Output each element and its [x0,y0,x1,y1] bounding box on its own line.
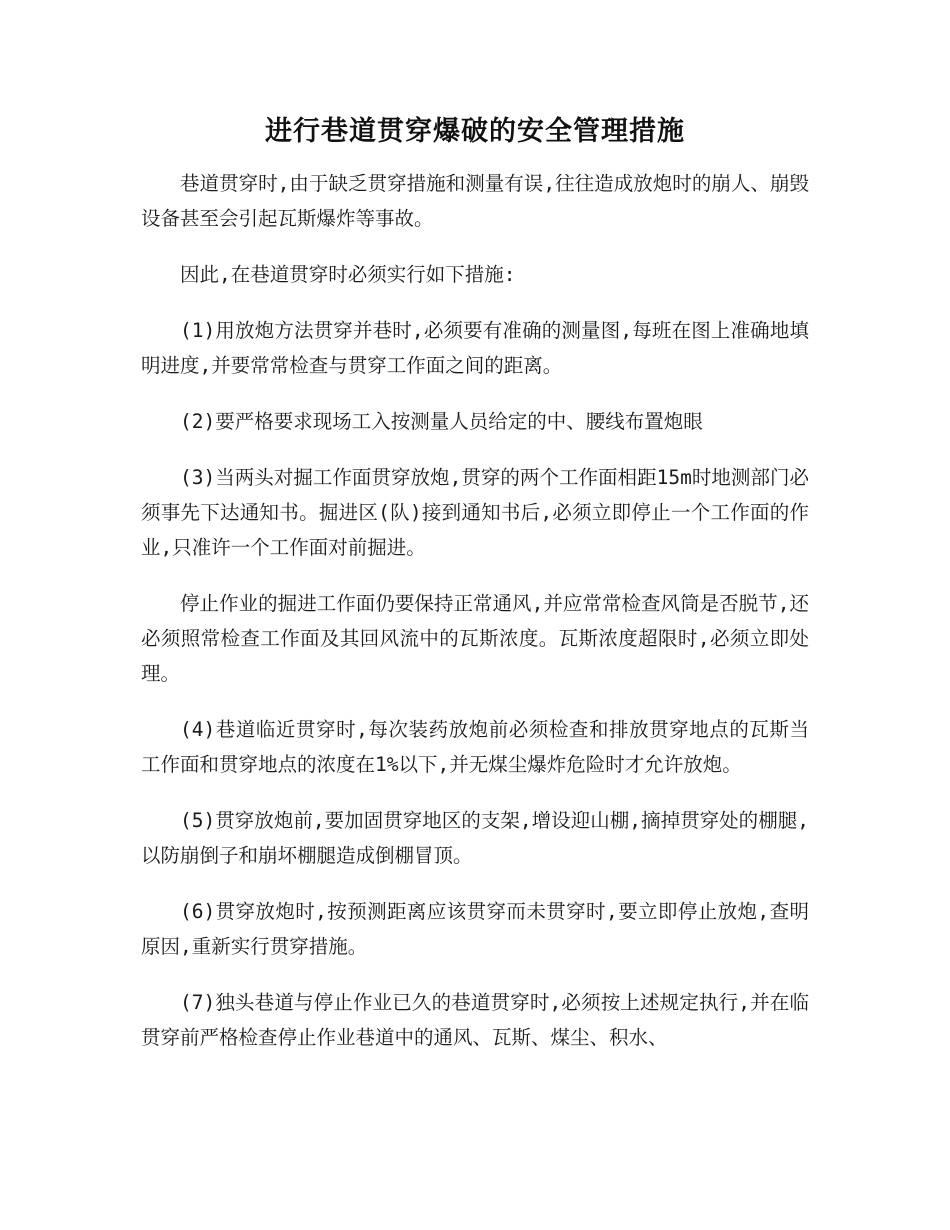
paragraph-measure-7: (7)独头巷道与停止作业已久的巷道贯穿时,必须按上述规定执行,并在临贯穿前严格检查停止作业巷道中的通风、瓦斯、煤尘、积水、 [141,991,809,1049]
document-body [141,166,809,1076]
paragraph-measure-5: (5)贯穿放炮前,要加固贯穿地区的支架,增设迎山棚,摘掉贯穿处的棚腿,以防崩倒子和崩坏棚腿造成倒棚冒顶。 [141,809,809,867]
paragraph-ventilation: 停止作业的掘进工作面仍要保持正常通风,并应常常检查风筒是否脱节,还必须照常检查工作面及其回风流中的瓦斯浓度。瓦斯浓度超限时,必须立即处理。 [141,592,809,685]
paragraph-intro: 巷道贯穿时,由于缺乏贯穿措施和测量有误,往往造成放炮时的崩人、崩毁设备甚至会引起瓦斯爆炸等事故。 [141,172,809,230]
paragraph-measure-3: (3)当两头对掘工作面贯穿放炮,贯穿的两个工作面相距15m时地测部门必须事先下达通知书。掘进区(队)接到通知书后,必须立即停止一个工作面的作业,只准许一个工作面对前掘进。 [141,466,809,559]
paragraph-measure-2: (2)要严格要求现场工入按测量人员给定的中、腰线布置炮眼 [180,410,703,433]
paragraph-measure-1: (1)用放炮方法贯穿并巷时,必须要有准确的测量图,每班在图上准确地填明进度,并要常常检查与贯穿工作面之间的距离。 [141,319,809,377]
paragraph-measure-4: (4)巷道临近贯穿时,每次装药放炮前必须检查和排放贯穿地点的瓦斯当工作面和贯穿地点的浓度在1%以下,并无煤尘爆炸危险时才允许放炮。 [141,718,809,776]
document-title: 进行巷道贯穿爆破的安全管理措施 [265,116,685,147]
paragraph-lead-in: 因此,在巷道贯穿时必须实行如下措施: [180,263,516,286]
paragraph-measure-6: (6)贯穿放炮时,按预测距离应该贯穿而未贯穿时,要立即停止放炮,查明原因,重新实行贯穿措施。 [141,900,809,958]
